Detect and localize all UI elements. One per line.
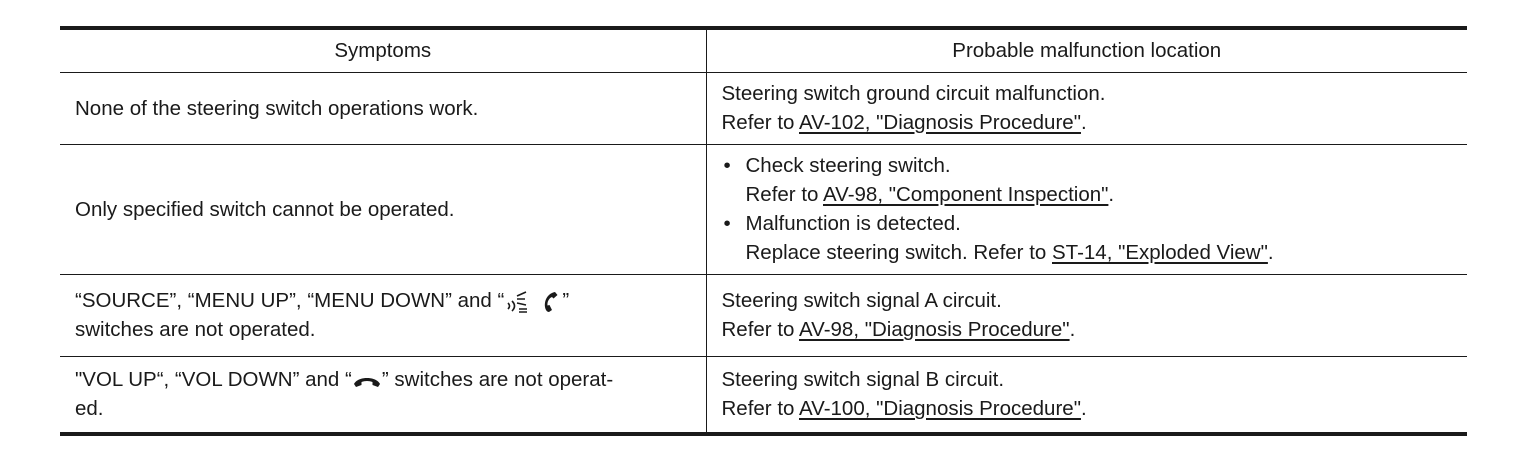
refer-line — [722, 394, 1458, 423]
reference-link[interactable]: AV-98, "Component Inspection" — [823, 183, 1109, 206]
reference-link[interactable]: AV-98, "Diagnosis Procedure" — [799, 318, 1070, 341]
refer-prefix: Refer to — [721, 111, 799, 134]
bullet-text: Malfunction is detected. — [745, 212, 961, 235]
location-cell — [706, 274, 1467, 356]
symptom-text: ” switches are not operat- — [381, 368, 614, 392]
symptom-text: “SOURCE”, “MENU UP”, “MENU DOWN” and “ — [75, 289, 505, 312]
symptom-line — [75, 365, 696, 394]
bullet-item — [722, 209, 1458, 267]
reference-link[interactable]: AV-102, "Diagnosis Procedure" — [799, 111, 1081, 134]
symptom-text: ed. — [75, 397, 104, 421]
refer-prefix: Refer to — [721, 318, 799, 341]
symptom-text: ” — [562, 289, 570, 312]
refer-suffix: . — [1069, 318, 1076, 341]
symptom-cell — [60, 356, 706, 434]
bullet-dot: • — [723, 212, 731, 235]
symptom-text: switches are not operated. — [75, 318, 316, 341]
table-header-row — [60, 28, 1467, 72]
symptom-text: "VOL UP“, “VOL DOWN” and “ — [75, 368, 352, 392]
location-text: Steering switch signal A circuit. — [721, 289, 1002, 312]
refer-prefix: Refer to — [745, 183, 823, 206]
symptom-line — [75, 286, 696, 315]
reference-link[interactable]: ST-14, "Exploded View" — [1052, 241, 1268, 264]
refer-line — [746, 238, 1458, 267]
table-row — [60, 144, 1467, 274]
bullet-text: Check steering switch. — [745, 154, 951, 177]
diagnosis-table — [60, 26, 1467, 436]
location-text: Steering switch ground circuit malfunction. — [721, 82, 1106, 105]
bullet-item — [722, 151, 1458, 209]
voice-command-icon — [504, 290, 530, 314]
refer-suffix: . — [1080, 111, 1087, 134]
location-cell — [706, 144, 1467, 274]
refer-line — [722, 315, 1458, 344]
bullet-dot: • — [723, 154, 731, 177]
table-row — [60, 274, 1467, 356]
symptom-cell — [60, 144, 706, 274]
bullet-list — [722, 151, 1458, 267]
reference-link[interactable]: AV-100, "Diagnosis Procedure" — [799, 397, 1081, 421]
symptom-text: None of the steering switch operations work. — [75, 96, 479, 120]
phone-pickup-icon — [540, 290, 562, 314]
phone-hangup-icon — [352, 373, 382, 389]
refer-suffix: . — [1080, 397, 1087, 421]
location-cell — [706, 356, 1467, 434]
symptom-text: Only specified switch cannot be operated. — [75, 197, 455, 221]
symptom-cell — [60, 274, 706, 356]
refer-suffix: . — [1108, 183, 1115, 206]
table-row — [60, 356, 1467, 434]
location-cell — [706, 72, 1467, 144]
symptom-cell — [60, 72, 706, 144]
refer-line — [722, 108, 1458, 137]
header-location: Probable malfunction location — [706, 28, 1467, 72]
location-text: Steering switch signal B circuit. — [721, 368, 1005, 392]
header-symptoms: Symptoms — [60, 28, 706, 72]
refer-line — [746, 180, 1458, 209]
refer-prefix: Refer to — [721, 397, 799, 421]
table-row — [60, 72, 1467, 144]
refer-suffix: . — [1267, 241, 1274, 264]
refer-prefix: Replace steering switch. Refer to — [745, 241, 1052, 264]
